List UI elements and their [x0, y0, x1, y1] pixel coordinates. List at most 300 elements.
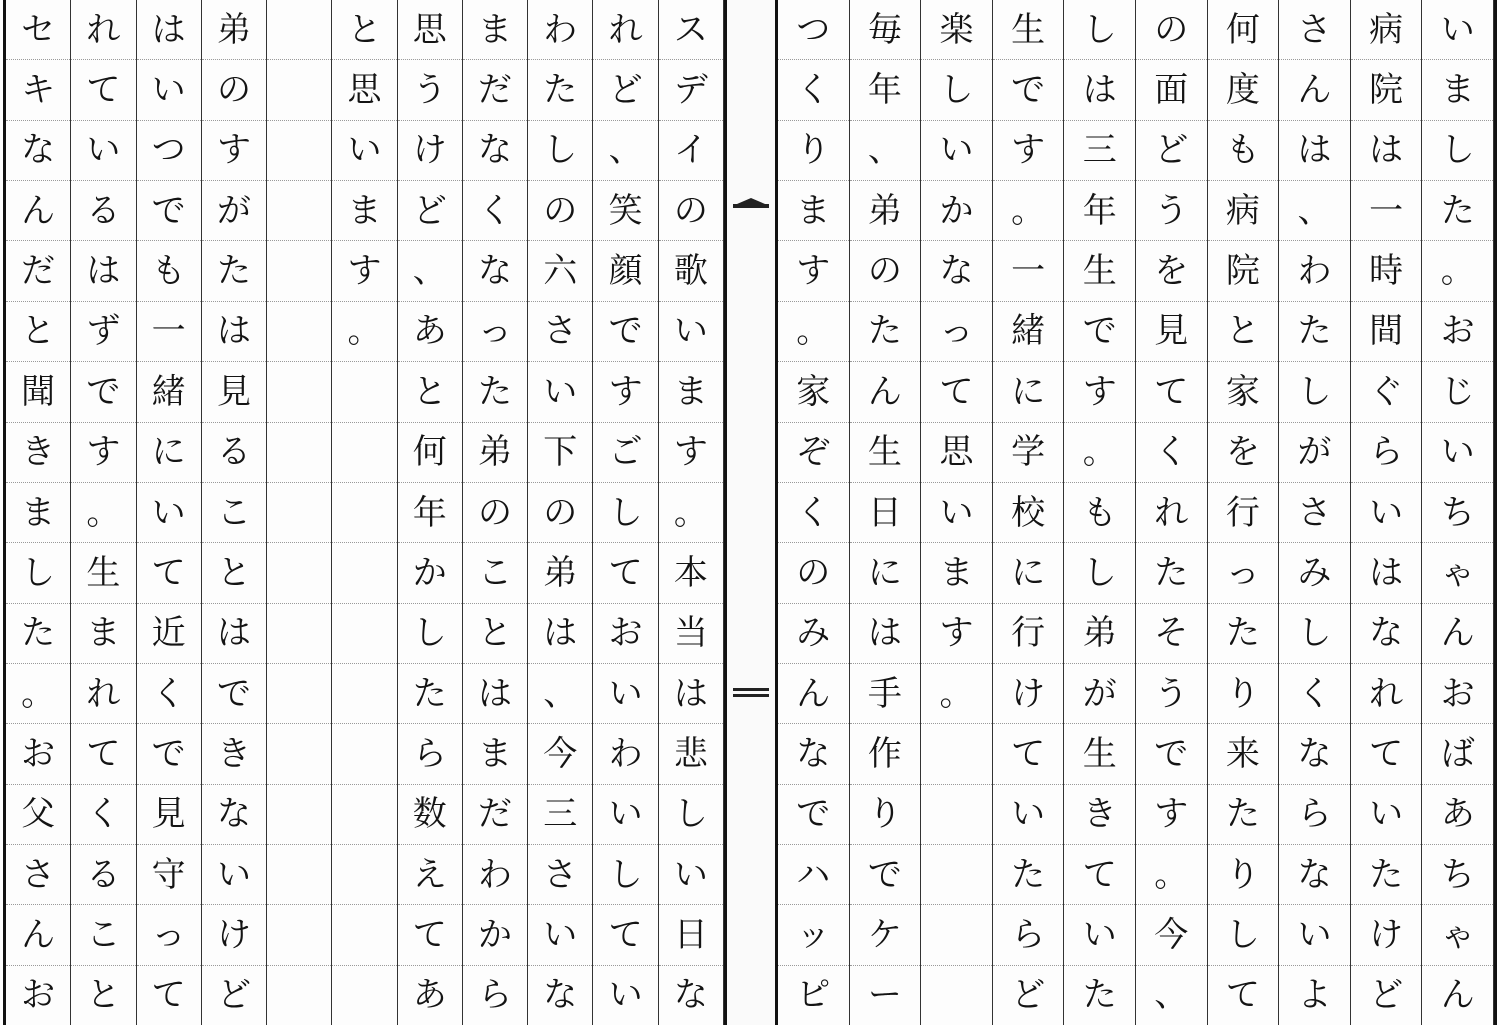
grid-cell: ー — [867, 975, 902, 1016]
grid-cell: 行 — [1208, 483, 1279, 543]
grid-cell: と — [463, 604, 527, 664]
grid-cell: れ — [1351, 664, 1422, 724]
grid-cell: す — [659, 423, 723, 483]
grid-cell: ど — [398, 181, 462, 241]
grid-cell: た — [1422, 181, 1493, 241]
grid-cell: 生 — [850, 423, 921, 483]
grid-cell: で — [202, 664, 266, 724]
grid-cell: 。 — [6, 664, 70, 724]
manuscript-column — [202, 0, 267, 1025]
grid-cell: は — [528, 604, 592, 664]
grid-cell: お — [21, 975, 56, 1016]
grid-cell: か — [463, 905, 527, 965]
grid-cell: 。 — [71, 483, 135, 543]
grid-cell — [267, 604, 331, 664]
grid-cell: ゃ — [1422, 905, 1493, 965]
grid-cell: 下 — [528, 423, 592, 483]
grid-cell: じ — [1422, 362, 1493, 422]
grid-cell: ぐ — [1351, 362, 1422, 422]
grid-cell — [332, 362, 396, 422]
fold-marker-middle — [733, 688, 769, 691]
grid-cell: れ — [71, 664, 135, 724]
grid-cell: た — [1208, 785, 1279, 845]
grid-cell: も — [1064, 483, 1135, 543]
grid-cell: え — [398, 845, 462, 905]
grid-cell: な — [463, 121, 527, 181]
grid-cell: で — [993, 60, 1064, 120]
grid-cell: し — [659, 785, 723, 845]
grid-cell: ん — [778, 664, 849, 724]
grid-cell: 見 — [1136, 302, 1207, 362]
grid-cell: 面 — [1136, 60, 1207, 120]
grid-cell: ッ — [778, 905, 849, 965]
grid-cell — [267, 121, 331, 181]
grid-cell: く — [778, 483, 849, 543]
grid-cell: ぞ — [778, 423, 849, 483]
grid-cell: み — [778, 604, 849, 664]
grid-cell: す — [993, 121, 1064, 181]
grid-cell: と — [398, 362, 462, 422]
grid-cell — [267, 845, 331, 905]
grid-cell: は — [1351, 543, 1422, 603]
grid-cell: た — [398, 664, 462, 724]
grid-cell: の — [850, 241, 921, 301]
grid-cell: の — [528, 483, 592, 543]
grid-cell — [267, 905, 331, 965]
grid-cell: は — [1064, 60, 1135, 120]
grid-cell: し — [593, 483, 657, 543]
grid-cell: る — [202, 423, 266, 483]
grid-cell: す — [202, 121, 266, 181]
manuscript-column — [463, 0, 528, 1025]
grid-cell — [921, 845, 992, 905]
grid-cell: 、 — [1279, 181, 1350, 241]
grid-cell: な — [673, 975, 708, 1016]
grid-cell: 六 — [528, 241, 592, 301]
manuscript-column — [850, 0, 922, 1025]
grid-cell: か — [398, 543, 462, 603]
grid-cell: よ — [1297, 975, 1332, 1016]
grid-cell — [332, 966, 396, 1025]
grid-cell: な — [1351, 604, 1422, 664]
grid-cell: す — [332, 241, 396, 301]
grid-cell: く — [1279, 664, 1350, 724]
grid-cell: 悲 — [659, 724, 723, 784]
grid-cell: く — [137, 664, 201, 724]
grid-cell: ま — [659, 362, 723, 422]
grid-cell — [267, 0, 331, 60]
grid-cell: は — [1351, 121, 1422, 181]
grid-cell: こ — [202, 483, 266, 543]
grid-cell: お — [6, 724, 70, 784]
grid-cell: う — [1136, 664, 1207, 724]
grid-cell: い — [71, 121, 135, 181]
grid-cell: ん — [6, 181, 70, 241]
grid-cell: い — [1422, 423, 1493, 483]
grid-cell: い — [921, 483, 992, 543]
grid-cell: わ — [593, 724, 657, 784]
grid-cell: 顔 — [593, 241, 657, 301]
grid-cell: て — [1064, 845, 1135, 905]
grid-cell: れ — [71, 0, 135, 60]
grid-cell: に — [850, 543, 921, 603]
grid-cell: が — [1279, 423, 1350, 483]
grid-cell: し — [1064, 0, 1135, 60]
grid-cell: し — [921, 60, 992, 120]
grid-cell: い — [921, 121, 992, 181]
manuscript-column — [659, 0, 724, 1025]
grid-cell: し — [528, 121, 592, 181]
grid-cell: 、 — [593, 121, 657, 181]
grid-cell: っ — [1208, 543, 1279, 603]
grid-cell: 。 — [659, 483, 723, 543]
grid-cell: い — [1351, 483, 1422, 543]
grid-cell: セ — [6, 0, 70, 60]
grid-cell: こ — [71, 905, 135, 965]
grid-cell — [332, 785, 396, 845]
grid-cell — [332, 604, 396, 664]
grid-cell: う — [1136, 181, 1207, 241]
grid-cell: お — [1422, 664, 1493, 724]
grid-cell: い — [137, 483, 201, 543]
grid-cell: 。 — [778, 302, 849, 362]
grid-cell: て — [1225, 975, 1260, 1016]
grid-cell: あ — [1422, 785, 1493, 845]
grid-cell: ど — [216, 975, 251, 1016]
grid-cell: て — [71, 60, 135, 120]
grid-cell: 病 — [1351, 0, 1422, 60]
grid-cell: も — [137, 241, 201, 301]
grid-cell: る — [71, 181, 135, 241]
grid-cell: 弟 — [463, 423, 527, 483]
grid-cell: 見 — [137, 785, 201, 845]
grid-cell: く — [463, 181, 527, 241]
grid-cell: 度 — [1208, 60, 1279, 120]
grid-cell: な — [463, 241, 527, 301]
center-gutter — [727, 0, 775, 1025]
grid-cell: お — [593, 604, 657, 664]
grid-cell: こ — [463, 543, 527, 603]
grid-cell: 手 — [850, 664, 921, 724]
grid-cell: を — [1136, 241, 1207, 301]
manuscript-column — [332, 0, 397, 1025]
grid-cell: い — [659, 845, 723, 905]
grid-cell: 緒 — [993, 302, 1064, 362]
grid-cell: た — [6, 604, 70, 664]
grid-cell: 当 — [659, 604, 723, 664]
grid-cell: き — [202, 724, 266, 784]
grid-cell: い — [137, 60, 201, 120]
grid-cell: み — [1279, 543, 1350, 603]
grid-cell — [267, 966, 331, 1025]
grid-cell: な — [543, 975, 578, 1016]
grid-cell: と — [202, 543, 266, 603]
grid-cell: 。 — [1064, 423, 1135, 483]
grid-cell: 思 — [398, 0, 462, 60]
grid-cell: ば — [1422, 724, 1493, 784]
grid-cell: ど — [1369, 975, 1404, 1016]
left-page — [3, 0, 727, 1025]
grid-cell: て — [1136, 362, 1207, 422]
grid-cell — [267, 302, 331, 362]
grid-cell: 何 — [398, 423, 462, 483]
grid-cell: 院 — [1208, 241, 1279, 301]
grid-cell: い — [528, 905, 592, 965]
grid-cell: す — [71, 423, 135, 483]
grid-cell: に — [993, 362, 1064, 422]
grid-cell: つ — [137, 121, 201, 181]
grid-cell: 今 — [528, 724, 592, 784]
grid-cell: し — [593, 845, 657, 905]
grid-cell: 楽 — [921, 0, 992, 60]
grid-cell: ん — [6, 905, 70, 965]
grid-cell: る — [71, 845, 135, 905]
manuscript-column — [1208, 0, 1280, 1025]
grid-cell: ん — [1440, 975, 1475, 1016]
grid-cell: か — [921, 181, 992, 241]
grid-cell: で — [137, 181, 201, 241]
grid-cell: ま — [71, 604, 135, 664]
grid-cell: て — [151, 975, 186, 1016]
grid-cell: 日 — [659, 905, 723, 965]
grid-cell: 何 — [1208, 0, 1279, 60]
grid-cell: は — [71, 241, 135, 301]
grid-cell: ゃ — [1422, 543, 1493, 603]
grid-cell: い — [202, 845, 266, 905]
grid-cell: 、 — [850, 121, 921, 181]
grid-cell: 学 — [993, 423, 1064, 483]
grid-cell — [267, 181, 331, 241]
grid-cell: な — [1279, 845, 1350, 905]
right-page — [775, 0, 1497, 1025]
grid-cell: ま — [463, 0, 527, 60]
grid-cell: 父 — [6, 785, 70, 845]
grid-cell: ま — [1422, 60, 1493, 120]
grid-cell: て — [398, 905, 462, 965]
grid-cell: 笑 — [593, 181, 657, 241]
grid-cell — [267, 724, 331, 784]
grid-cell — [332, 724, 396, 784]
grid-cell: 。 — [993, 181, 1064, 241]
grid-cell: と — [86, 975, 121, 1016]
grid-cell: け — [993, 664, 1064, 724]
grid-cell: ま — [332, 181, 396, 241]
grid-cell: 生 — [71, 543, 135, 603]
grid-cell: く — [778, 60, 849, 120]
grid-cell: う — [398, 60, 462, 120]
grid-cell: 日 — [850, 483, 921, 543]
grid-cell: 思 — [921, 423, 992, 483]
grid-cell: で — [71, 362, 135, 422]
grid-cell: き — [1064, 785, 1135, 845]
grid-cell: い — [993, 785, 1064, 845]
grid-cell: け — [398, 121, 462, 181]
grid-cell — [921, 966, 992, 1025]
grid-cell: ま — [6, 483, 70, 543]
grid-cell: 来 — [1208, 724, 1279, 784]
grid-cell: な — [778, 724, 849, 784]
grid-cell: く — [1136, 423, 1207, 483]
grid-cell: た — [528, 60, 592, 120]
grid-cell: わ — [1279, 241, 1350, 301]
grid-cell: 。 — [1136, 845, 1207, 905]
grid-cell: 年 — [850, 60, 921, 120]
grid-cell: 聞 — [6, 362, 70, 422]
grid-cell — [332, 543, 396, 603]
grid-cell: 間 — [1351, 302, 1422, 362]
grid-cell: 一 — [993, 241, 1064, 301]
grid-cell: 三 — [528, 785, 592, 845]
grid-cell: す — [1136, 785, 1207, 845]
grid-cell: さ — [1279, 483, 1350, 543]
grid-cell: あ — [398, 302, 462, 362]
grid-cell: わ — [463, 845, 527, 905]
grid-cell: て — [593, 905, 657, 965]
grid-cell: さ — [528, 845, 592, 905]
grid-cell — [332, 483, 396, 543]
grid-cell: 守 — [137, 845, 201, 905]
grid-cell: の — [528, 181, 592, 241]
grid-cell: は — [202, 604, 266, 664]
grid-cell: て — [593, 543, 657, 603]
grid-cell: の — [778, 543, 849, 603]
manuscript-column — [398, 0, 463, 1025]
grid-cell: た — [202, 241, 266, 301]
grid-cell: い — [593, 785, 657, 845]
grid-cell: い — [1279, 905, 1350, 965]
grid-cell: で — [778, 785, 849, 845]
grid-cell: ピ — [796, 975, 831, 1016]
grid-cell: あ — [412, 975, 447, 1016]
grid-cell — [332, 664, 396, 724]
grid-cell: っ — [137, 905, 201, 965]
grid-cell: 生 — [993, 0, 1064, 60]
grid-cell: て — [921, 362, 992, 422]
grid-cell: と — [6, 302, 70, 362]
grid-cell: と — [1208, 302, 1279, 362]
grid-cell: ハ — [778, 845, 849, 905]
grid-cell: 、 — [528, 664, 592, 724]
grid-cell: 近 — [137, 604, 201, 664]
grid-cell: の — [463, 483, 527, 543]
grid-cell: の — [202, 60, 266, 120]
grid-cell: で — [1064, 302, 1135, 362]
grid-cell: ん — [1279, 60, 1350, 120]
manuscript-column — [1351, 0, 1423, 1025]
manuscript-column — [1064, 0, 1136, 1025]
grid-cell: し — [1279, 362, 1350, 422]
grid-cell — [267, 785, 331, 845]
grid-cell: 、 — [1154, 975, 1189, 1016]
grid-cell: 行 — [993, 604, 1064, 664]
grid-cell: っ — [921, 302, 992, 362]
grid-cell: は — [463, 664, 527, 724]
grid-cell: さ — [6, 845, 70, 905]
grid-cell: そ — [1136, 604, 1207, 664]
grid-cell: 時 — [1351, 241, 1422, 301]
grid-cell: い — [593, 664, 657, 724]
grid-cell: 数 — [398, 785, 462, 845]
grid-cell — [921, 905, 992, 965]
grid-cell: し — [1279, 604, 1350, 664]
grid-cell: い — [528, 362, 592, 422]
grid-cell — [332, 905, 396, 965]
grid-cell: し — [1208, 905, 1279, 965]
grid-cell — [267, 60, 331, 120]
grid-cell: 、 — [398, 241, 462, 301]
grid-cell: の — [659, 181, 723, 241]
manuscript-column — [921, 0, 993, 1025]
grid-cell: 校 — [993, 483, 1064, 543]
grid-cell: て — [993, 724, 1064, 784]
grid-cell: 三 — [1064, 121, 1135, 181]
grid-cell: 家 — [778, 362, 849, 422]
grid-cell: お — [1422, 302, 1493, 362]
grid-cell: い — [1064, 905, 1135, 965]
grid-cell: ケ — [850, 905, 921, 965]
grid-cell: 毎 — [850, 0, 921, 60]
grid-cell: て — [1351, 724, 1422, 784]
grid-cell: け — [202, 905, 266, 965]
grid-cell: ら — [1351, 423, 1422, 483]
grid-cell: ス — [659, 0, 723, 60]
grid-cell: 作 — [850, 724, 921, 784]
grid-cell: 。 — [332, 302, 396, 362]
grid-cell — [267, 664, 331, 724]
grid-cell: し — [1422, 121, 1493, 181]
grid-cell: 院 — [1351, 60, 1422, 120]
grid-cell: す — [778, 241, 849, 301]
grid-cell: く — [71, 785, 135, 845]
grid-cell: す — [921, 604, 992, 664]
grid-cell: ん — [850, 362, 921, 422]
grid-cell: 緒 — [137, 362, 201, 422]
grid-cell: い — [608, 975, 643, 1016]
grid-cell: り — [1208, 845, 1279, 905]
grid-cell: れ — [1136, 483, 1207, 543]
grid-cell: り — [1208, 664, 1279, 724]
manuscript-column — [6, 0, 71, 1025]
grid-cell — [332, 423, 396, 483]
grid-cell: が — [202, 181, 266, 241]
grid-cell: た — [1351, 845, 1422, 905]
grid-cell: た — [1279, 302, 1350, 362]
grid-cell: 病 — [1208, 181, 1279, 241]
grid-cell: ず — [71, 302, 135, 362]
fold-marker-top — [733, 204, 769, 208]
grid-cell: た — [463, 362, 527, 422]
grid-cell: い — [1422, 0, 1493, 60]
grid-cell: す — [593, 362, 657, 422]
grid-cell: ど — [593, 60, 657, 120]
grid-cell: は — [659, 664, 723, 724]
grid-cell: で — [850, 845, 921, 905]
grid-cell: キ — [6, 60, 70, 120]
grid-cell: に — [993, 543, 1064, 603]
grid-cell: 生 — [1064, 241, 1135, 301]
grid-cell: だ — [463, 60, 527, 120]
manuscript-column — [593, 0, 658, 1025]
grid-cell: り — [850, 785, 921, 845]
grid-cell — [921, 785, 992, 845]
grid-cell: て — [137, 543, 201, 603]
grid-cell: つ — [778, 0, 849, 60]
grid-cell: わ — [528, 0, 592, 60]
grid-cell: ご — [593, 423, 657, 483]
grid-cell: た — [993, 845, 1064, 905]
grid-cell: き — [6, 423, 70, 483]
manuscript-column — [1422, 0, 1494, 1025]
